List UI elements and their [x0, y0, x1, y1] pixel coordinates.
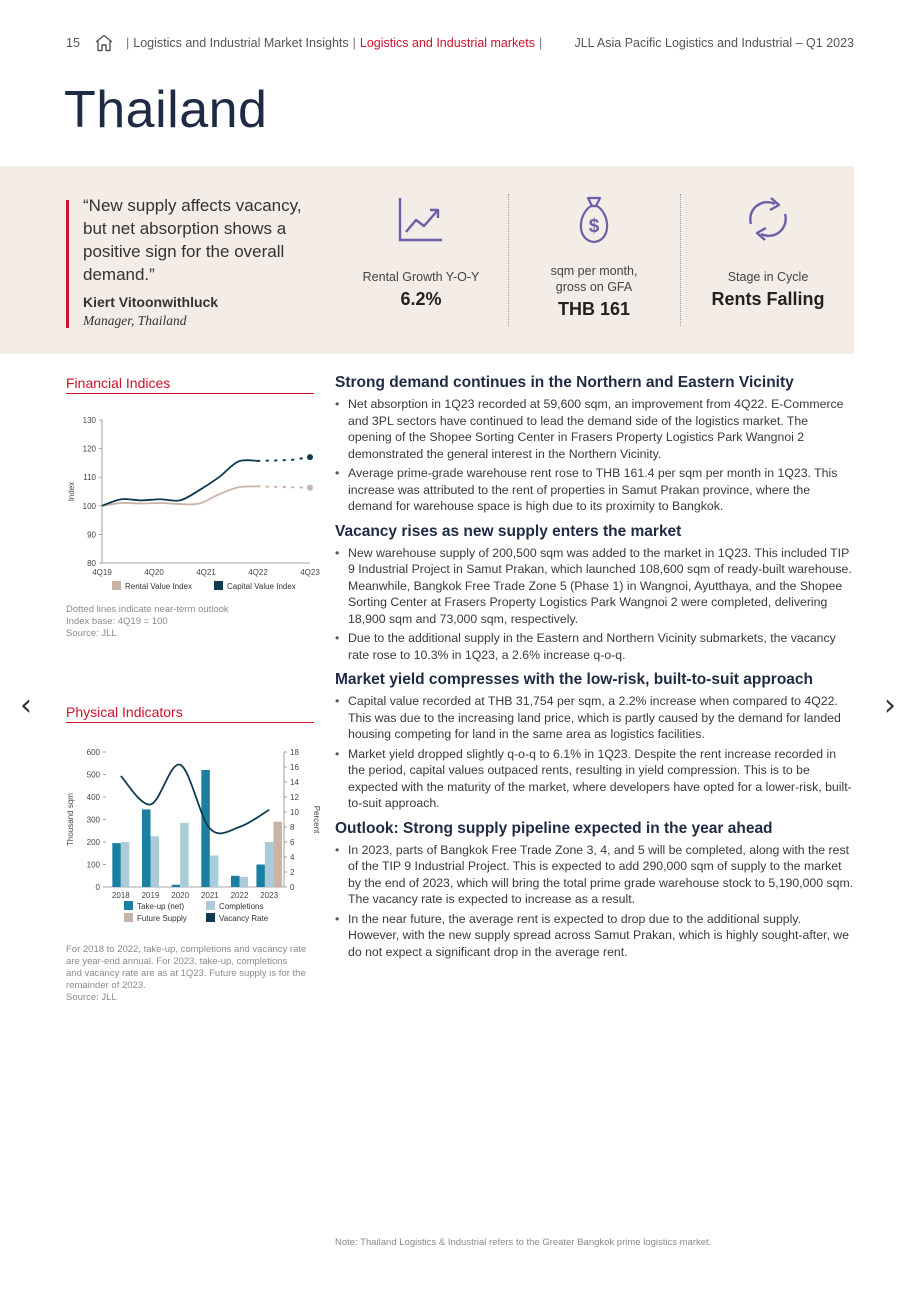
y2-tick-label: 2 — [290, 868, 295, 877]
legend-label: Future Supply — [137, 914, 187, 923]
y2-tick-label: 4 — [290, 853, 295, 862]
y-tick-label: 0 — [95, 883, 100, 892]
bullet-list — [335, 842, 855, 961]
stat-value: THB 161 — [557, 299, 631, 319]
bar — [201, 770, 210, 887]
legend-label: Completions — [219, 902, 264, 911]
physical-indicators-title: Physical Indicators — [66, 704, 183, 720]
financial-indices-title: Financial Indices — [66, 375, 171, 391]
bullet-item: • Capital value recorded at THB 31,754 per sqm, a 2.2% increase when compared to 4Q22. This was due to the increasing land price, which is partly caused by the demand for landed housing competing for land in the same area as logistics facilities. — [335, 693, 855, 743]
note-line: and vacancy rate are as at 1Q23. Future supply is for the — [66, 968, 306, 979]
bar — [112, 843, 121, 887]
stat-rental-growth — [360, 194, 482, 310]
bullet-list — [335, 396, 855, 515]
stat-value: Rents Falling — [711, 289, 825, 309]
y2-tick-label: 6 — [290, 838, 295, 847]
quote-accent-bar — [66, 200, 69, 328]
stat-label: Stage in Cycle — [727, 270, 809, 284]
x-tick-label: 4Q22 — [248, 568, 268, 577]
y2-tick-label: 0 — [290, 883, 295, 892]
x-tick-label: 4Q21 — [196, 568, 216, 577]
y-axis-label: Thousand sqm — [66, 793, 75, 846]
note-line: Source: JLL — [66, 992, 117, 1003]
bullet-item: • Market yield dropped slightly q-o-q to 6.1% in 1Q23. Despite the rent increase recorded in the period, capital values outpaced rents, resulting in yield compression. This is to be expected with the maturity of the market, where developers have opted for a lower-risk, built-to-suit approach. — [335, 746, 855, 812]
financial-chart-notes — [66, 604, 229, 640]
y-tick-label: 600 — [86, 748, 100, 757]
x-tick-label: 2018 — [111, 891, 130, 900]
y2-axis-label: Percent — [312, 805, 321, 834]
note-line: Dotted lines indicate near-term outlook — [66, 604, 229, 615]
stat-label-line: gross on GFA — [555, 280, 633, 294]
legend-label: Vacancy Rate — [219, 914, 269, 923]
report-title: JLL Asia Pacific Logistics and Industrial – Q1 2023 — [574, 36, 854, 50]
y-tick-label: 100 — [82, 501, 96, 511]
page-number: 15 — [66, 36, 80, 50]
bullet-item: • Net absorption in 1Q23 recorded at 59,600 sqm, an improvement from 4Q22. E-Commerce and 3PL sectors have continued to lead the demand side of the logistics market. The opening of the Shopee Sorting Center in Frasers Property Logistics Park Wangnoi 2 demonstrated the general interest in the Northern Vicinity. — [335, 396, 855, 462]
x-tick-label: 2019 — [141, 891, 160, 900]
next-page-button[interactable]: › — [884, 688, 896, 723]
note-line: are year-end annual. For 2023, take-up, completions — [66, 956, 288, 967]
bullet-item: • In 2023, parts of Bangkok Free Trade Zone 3, 4, and 5 will be completed, along with the rest of the TIP 9 Industrial Project. This is expected to add 290,000 sqm of supply to the market by the end of 2023, which will bring the total prime grade warehouse stock to 5,190,000 sqm. The vacancy rate is expected to increase as a result. — [335, 842, 855, 908]
breadcrumb: | Logistics and Industrial Market Insights | Logistics and Industrial markets | — [126, 36, 543, 50]
legend-swatch — [124, 901, 133, 910]
y-tick-label: 110 — [83, 473, 96, 483]
page-title: Thailand — [64, 81, 268, 139]
bullet-list — [335, 545, 855, 664]
money-bag-icon — [524, 194, 664, 251]
note-line: For 2018 to 2022, take-up, completions and vacancy rate — [66, 944, 307, 955]
bullet-item: • In the near future, the average rent is expected to drop due to the additional supply. However, with the new supply spread across Samut Prakan, which is highly sought-after, we do not expect a significant drop in the average rent. — [335, 911, 855, 961]
y-tick-label: 300 — [86, 815, 100, 825]
bar — [151, 836, 160, 887]
y-tick-label: 400 — [86, 793, 100, 802]
y2-tick-label: 14 — [290, 778, 299, 787]
outlook-dotted-line — [258, 457, 310, 461]
y2-tick-label: 10 — [290, 808, 299, 817]
y2-tick-label: 16 — [290, 763, 299, 772]
y-axis-label: Index — [67, 481, 76, 502]
legend-swatch — [124, 913, 133, 922]
svg-text:$: $ — [588, 216, 600, 237]
outlook-point — [307, 454, 313, 460]
bar — [142, 809, 151, 887]
stat-rent-level — [524, 194, 664, 320]
stat-value: 6.2% — [400, 289, 442, 309]
y-tick-label: 500 — [86, 770, 100, 780]
prev-page-button[interactable]: ‹ — [20, 688, 32, 723]
stat-label-line: sqm per month, — [550, 264, 638, 278]
divider — [508, 194, 509, 326]
y-tick-label: 80 — [87, 559, 96, 568]
bullet-list — [335, 693, 855, 812]
bullet-item: • Due to the additional supply in the Eastern and Northern Vicinity submarkets, the vacancy rate rose to 10.3% in 1Q23, a 2.6% increase q-o-q. — [335, 630, 855, 663]
physical-indicators-chart — [62, 742, 322, 927]
y-tick-label: 100 — [86, 860, 100, 870]
x-tick-label: 2021 — [200, 891, 219, 900]
bar — [210, 856, 219, 888]
bar — [172, 885, 181, 887]
breadcrumb-link-markets[interactable]: Logistics and Industrial markets — [359, 36, 535, 50]
outlook-dotted-line — [258, 486, 310, 487]
x-tick-label: 4Q20 — [144, 568, 164, 577]
legend-swatch — [206, 901, 215, 910]
line-chart-up-icon — [360, 194, 482, 249]
x-tick-label: 2020 — [171, 891, 190, 900]
bullet-item: • New warehouse supply of 200,500 sqm was added to the market in 1Q23. This included TIP 9 Industrial Project in Samut Prakan, which launched 108,600 sqm of ready-built warehouse. Meanwhile, Bangkok Free Trade Zone 5 (Phase 1) in Wangnoi, Ayutthaya, and the Shopee Sorting Center at Frasers Property Logistics Park Wangnoi 2 were completed, delivering 18,900 sqm and 73,000 sqm, respectively. — [335, 545, 855, 628]
legend-label: Take-up (net) — [137, 902, 185, 911]
y2-tick-label: 8 — [290, 823, 295, 832]
bullet-item: • Average prime-grade warehouse rent rose to THB 161.4 per sqm per month in 1Q23. This increase was attributed to the rent of properties in Samut Prakan province, where the demand for warehouse space is high due to its proximity to Bangkok. — [335, 465, 855, 515]
y-tick-label: 130 — [82, 416, 96, 425]
y-tick-label: 90 — [87, 530, 96, 540]
y-tick-label: 200 — [86, 838, 100, 847]
section-heading: Strong demand continues in the Northern and Eastern Vicinity — [335, 374, 794, 391]
bar — [231, 876, 240, 887]
section-heading: Outlook: Strong supply pipeline expected in the year ahead — [335, 819, 773, 837]
market-commentary — [335, 374, 855, 968]
x-tick-label: 2022 — [230, 891, 249, 900]
section-rule — [66, 722, 314, 723]
page-header — [66, 34, 854, 54]
legend-swatch — [214, 581, 223, 590]
home-icon[interactable] — [94, 34, 114, 55]
section-heading: Vacancy rises as new supply enters the market — [335, 522, 682, 540]
y2-tick-label: 12 — [290, 793, 299, 802]
note-line: remainder of 2023. — [66, 980, 146, 991]
quote-author: Kiert Vitoonwithluck — [83, 294, 219, 310]
bar — [256, 865, 265, 888]
stat-label — [524, 263, 664, 295]
section-heading: Market yield compresses with the low-risk, built-to-suit approach — [335, 671, 814, 688]
series-line — [102, 460, 258, 506]
note-line: Source: JLL — [66, 628, 117, 639]
legend-label: Capital Value Index — [227, 582, 296, 591]
refresh-cycle-icon — [698, 194, 838, 249]
legend-swatch — [112, 581, 121, 590]
bar — [273, 822, 282, 887]
key-stats-banner — [0, 166, 854, 354]
legend-swatch — [206, 913, 215, 922]
section-rule — [66, 393, 314, 394]
divider — [680, 194, 681, 326]
note-line: Index base: 4Q19 = 100 — [66, 616, 168, 627]
bar — [240, 877, 249, 887]
x-tick-label: 4Q19 — [92, 568, 112, 577]
footnote: Note: Thailand Logistics & Industrial refers to the Greater Bangkok prime logistics market. — [335, 1237, 712, 1248]
stat-cycle — [698, 194, 838, 310]
series-line — [102, 486, 258, 505]
bar — [265, 842, 274, 887]
quote-text: “New supply affects vacancy, but net absorption shows a positive sign for the overall demand.” — [83, 196, 302, 284]
physical-chart-notes — [66, 944, 306, 1004]
breadcrumb-link-insights[interactable]: Logistics and Industrial Market Insights — [133, 36, 349, 50]
outlook-point — [307, 485, 313, 491]
x-tick-label: 4Q23 — [300, 568, 320, 577]
quote-author-role: Manager, Thailand — [83, 313, 187, 328]
bar — [180, 823, 189, 887]
bar — [121, 842, 130, 887]
stat-label: Rental Growth Y-O-Y — [362, 270, 480, 284]
legend-label: Rental Value Index — [125, 582, 193, 591]
y2-tick-label: 18 — [290, 748, 299, 757]
x-tick-label: 2023 — [260, 891, 279, 900]
y-tick-label: 120 — [82, 444, 96, 454]
financial-indices-chart — [62, 408, 322, 593]
